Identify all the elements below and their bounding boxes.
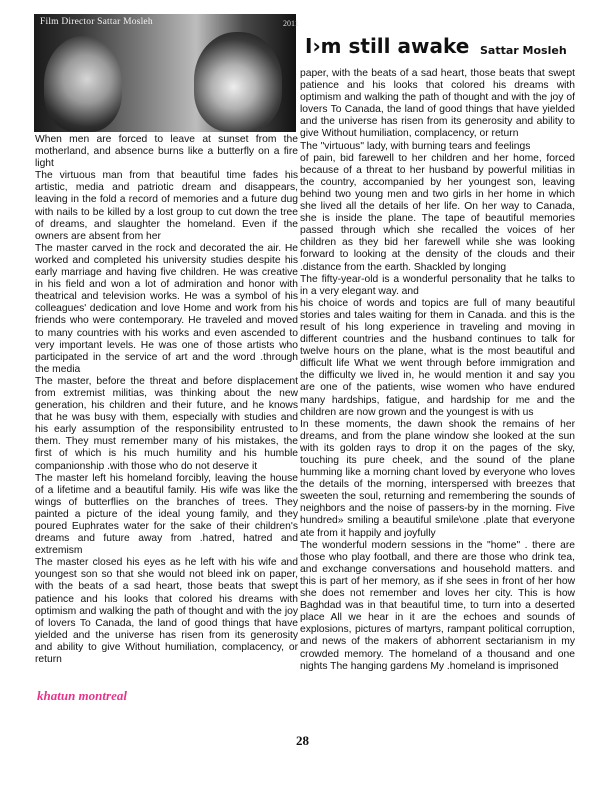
paragraph: The master carved in the rock and decorated the air. He worked and completed his university studies despite his early marriage and having five children. He was creative in his field and won a lot of admiration and honor with theatrical and television works. He was a symbol of his colleagues' dedication and love Home and work from his friends who were contemporary. He traveled and moved to many countries with his works and even ascended to very important levels. He was one of those artists who participated in the service of art and the word .through the media [35,242,298,375]
page-number: 28 [296,733,309,748]
paragraph: The master, before the threat and before displacement from extremist militias, was thinking about the new generation, his children and their future, and he knows that he was busy with them, especially with studies and his early assumption of the responsibility entrusted to them. They must remember many of his mistakes, the first of which is his much humility and his humble companionship .with those who do not deserve it [35,375,298,472]
photo-year: 2011 [283,19,299,28]
paragraph: The fifty-year-old is a wonderful personality that he talks to in a very elegant way. and [300,273,575,297]
portrait-right-image [194,32,282,132]
paragraph: paper, with the beats of a sad heart, those beats that swept patience and his looks that colored his dreams with optimism and walking the path of thought and with the joy of lovers To Canada, the land of good things that have yielded and the universe has risen from its generosity and ability to give Without humiliation, complacency, or return [300,68,575,140]
portrait-left-image [44,36,122,132]
paragraph: of pain, bid farewell to her children and her home, forced because of a threat to her husband by powerful militias in the country, accompanied by her youngest son, leaving behind two young men and two girls in her home in which she lived all the details of her life. On her way to Canada, she is inside the plane. The tape of beautiful memories passed through which she recalled the voices of her children as they bid her farewell while she was looking forward to looking at the density of the clouds and their .distance from the earth. Shackled by longing [300,152,575,273]
paragraph: The wonderful modern sessions in the "home" . there are those who play football, and there are those who drink tea, and exchange conversations and household matters. and this is part of her memory, as if she sees in front of her how she does not remember and loves her city. This is how Baghdad was in that beautiful time, to turn into a deserted place All we hear in it are the echoes and sounds of explosions, pictures of martyrs, rampant political corruption, and news of the makers of abhorrent sectarianism in my crowded memory. The homeland of a thousand and one nights The hanging gardens My .homeland is imprisoned [300,539,575,672]
magazine-brand: khatun montreal [37,688,127,703]
paragraph: In these moments, the dawn shook the remains of her dreams, and from the plane window she looked at the sun with its golden rays to drop it on the pages of the sky, touching its pure cheek, and the sound of the plane humming like a morning chant loved by everyone who loves the details of the morning, interspersed with breezes that sweeten the soul, returning and remembering the sounds of neighbors and the noise of passers-by in the morning. Five hundred» smiling a beautiful smile\one .plate that everyone ate from it happily and joyfully [300,418,575,539]
paragraph: his choice of words and topics are full of many beautiful stories and tales waiting for them in Canada. and this is the result of his long experience in traveling and moving in different countries and the husband continues to talk for twelve hours on the plane, what is the most beautiful and difficult life What we went through before immigration and the difficulty we lived in, he would mention it and say you are one of the patients, wise women who have endured many hardships, fatigue, and hardship for me and the children are now grown and the youngest is with us [300,297,575,418]
left-column [35,134,298,666]
paragraph: The "virtuous" lady, with burning tears and feelings [300,140,531,152]
photo-caption: Film Director Sattar Mosleh [40,17,153,27]
article-title: I›m still awake [305,34,470,58]
paragraph: The master closed his eyes as he left with his wife and youngest son so that she would not bleed ink on paper, with the beats of a sad heart, those beats that swept patience and his looks that colored his dreams with optimism and walking the path of thought and with the joy of lovers To Canada, the land of good things that have yielded and the universe has risen from its generosity and ability to give Without humiliation, complacency, or return [35,557,298,666]
paragraph: The virtuous man from that beautiful time fades his artistic, media and patriotic dream and disappears, leaving in the fold a record of memories and a future dug with nails to be killed by a lost group to cut down the tree of dreams, and slaughter the homeland. Even if the owners are absent from her [35,170,298,242]
director-photo [34,14,299,132]
article-author: Sattar Mosleh [480,44,567,57]
paragraph: When men are forced to leave at sunset from the motherland, and absence burns like a butterfly on a fire light [35,134,298,170]
paragraph: The master left his homeland forcibly, leaving the house of a lifetime and a beautiful family. His wife was like the wings of butterflies on the branches of trees. They painted a picture of the ideal young family, and they poured Euphrates water for the sake of their children's dreams and future away from .hatred, hatred and extremism [35,472,298,557]
right-column [300,68,575,673]
